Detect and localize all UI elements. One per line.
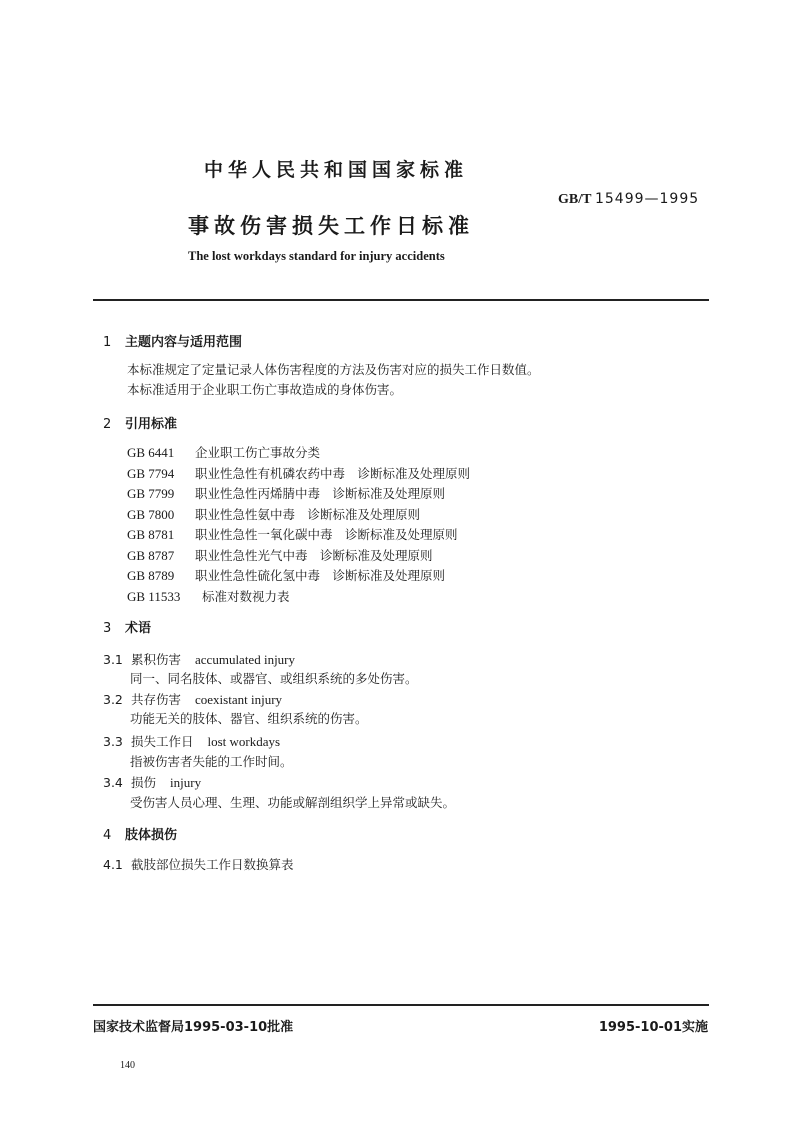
- paragraph: 本标准规定了定量记录人体伤害程度的方法及伤害对应的损失工作日数值。: [127, 362, 540, 377]
- ref-code: GB 8781: [127, 527, 175, 542]
- ref-title: 职业性急性光气中毒 诊断标准及处理原则: [195, 548, 433, 563]
- ref-code: GB 7799: [127, 486, 175, 501]
- term-heading: [103, 773, 201, 791]
- ref-title: 标准对数视力表: [202, 589, 290, 604]
- ref-code: GB 7800: [127, 507, 175, 522]
- term-en: accumulated injury: [195, 652, 296, 667]
- reference-item: [127, 546, 433, 564]
- header-divider: [93, 299, 709, 301]
- paragraph: 本标准适用于企业职工伤亡事故造成的身体伤害。: [127, 382, 403, 397]
- term-cn: 累积伤害: [131, 652, 182, 667]
- term-definition: 受伤害人员心理、生理、功能或解剖组织学上异常或缺失。: [130, 795, 456, 810]
- section-title: 术语: [125, 621, 152, 636]
- reference-item: [127, 525, 458, 543]
- ref-code: GB 6441: [127, 445, 175, 460]
- section-number: 1: [103, 335, 112, 350]
- ref-code: GB 8789: [127, 568, 175, 583]
- ref-code: GB 8787: [127, 548, 175, 563]
- term-definition: 功能无关的肢体、器官、组织系统的伤害。: [130, 711, 368, 726]
- section-number: 4: [103, 828, 112, 843]
- section-number: 3: [103, 621, 112, 636]
- term-number: 3.3: [103, 734, 123, 749]
- code-prefix: GB/T: [558, 192, 592, 207]
- reference-item: [127, 505, 420, 523]
- title-cn: 事故伤害损失工作日标准: [188, 214, 474, 238]
- subsection-4-1-heading: [103, 855, 294, 873]
- term-number: 3.2: [103, 692, 123, 707]
- ref-title: 职业性急性有机磷农药中毒 诊断标准及处理原则: [195, 466, 471, 481]
- term-cn: 损失工作日: [131, 734, 194, 749]
- reference-item: [127, 566, 445, 584]
- effective-date: 1995-10-01实施: [598, 1020, 708, 1035]
- title-en: The lost workdays standard for injury accidents: [188, 249, 445, 263]
- term-cn: 共存伤害: [131, 692, 182, 707]
- term-number: 3.4: [103, 775, 123, 790]
- term-number: 3.1: [103, 652, 123, 667]
- ref-title: 职业性急性一氧化碳中毒 诊断标准及处理原则: [195, 527, 458, 542]
- term-en: injury: [170, 775, 202, 790]
- reference-item: [127, 587, 290, 605]
- term-definition: 指被伤害者失能的工作时间。: [130, 754, 293, 769]
- ref-title: 职业性急性丙烯腈中毒 诊断标准及处理原则: [195, 486, 446, 501]
- reference-item: [127, 443, 320, 461]
- section-2-heading: [103, 413, 177, 432]
- section-number: 2: [103, 417, 112, 432]
- term-en: lost workdays: [207, 734, 281, 749]
- footer-divider: [93, 1004, 709, 1006]
- code-number: 15499—1995: [594, 191, 700, 207]
- section-title: 肢体损伤: [125, 828, 178, 843]
- term-definition: 同一、同名肢体、或器官、或组织系统的多处伤害。: [130, 671, 418, 686]
- reference-item: [127, 484, 445, 502]
- ref-code: GB 7794: [127, 466, 175, 481]
- page-number: 140: [120, 1060, 135, 1071]
- term-heading: [103, 650, 295, 668]
- ref-code: GB 11533: [127, 589, 181, 604]
- national-standard-heading: 中华人民共和国国家标准: [204, 159, 469, 181]
- section-3-heading: [103, 617, 151, 636]
- term-heading: [103, 690, 282, 708]
- ref-title: 职业性急性氨中毒 诊断标准及处理原则: [195, 507, 421, 522]
- term-en: coexistant injury: [195, 692, 283, 707]
- section-title: 引用标准: [125, 417, 178, 432]
- term-cn: 损伤: [131, 775, 157, 790]
- term-heading: [103, 732, 280, 750]
- term-number: 4.1: [103, 857, 123, 872]
- ref-title: 企业职工伤亡事故分类: [195, 445, 321, 460]
- section-title: 主题内容与适用范围: [125, 335, 243, 350]
- section-1-heading: [103, 331, 242, 350]
- standard-code: [558, 191, 699, 208]
- approval-date: 国家技术监督局1995-03-10批准: [93, 1020, 294, 1035]
- section-4-heading: [103, 824, 177, 843]
- reference-item: [127, 464, 470, 482]
- subsection-title: 截肢部位损失工作日数换算表: [131, 857, 294, 872]
- ref-title: 职业性急性硫化氢中毒 诊断标准及处理原则: [195, 568, 446, 583]
